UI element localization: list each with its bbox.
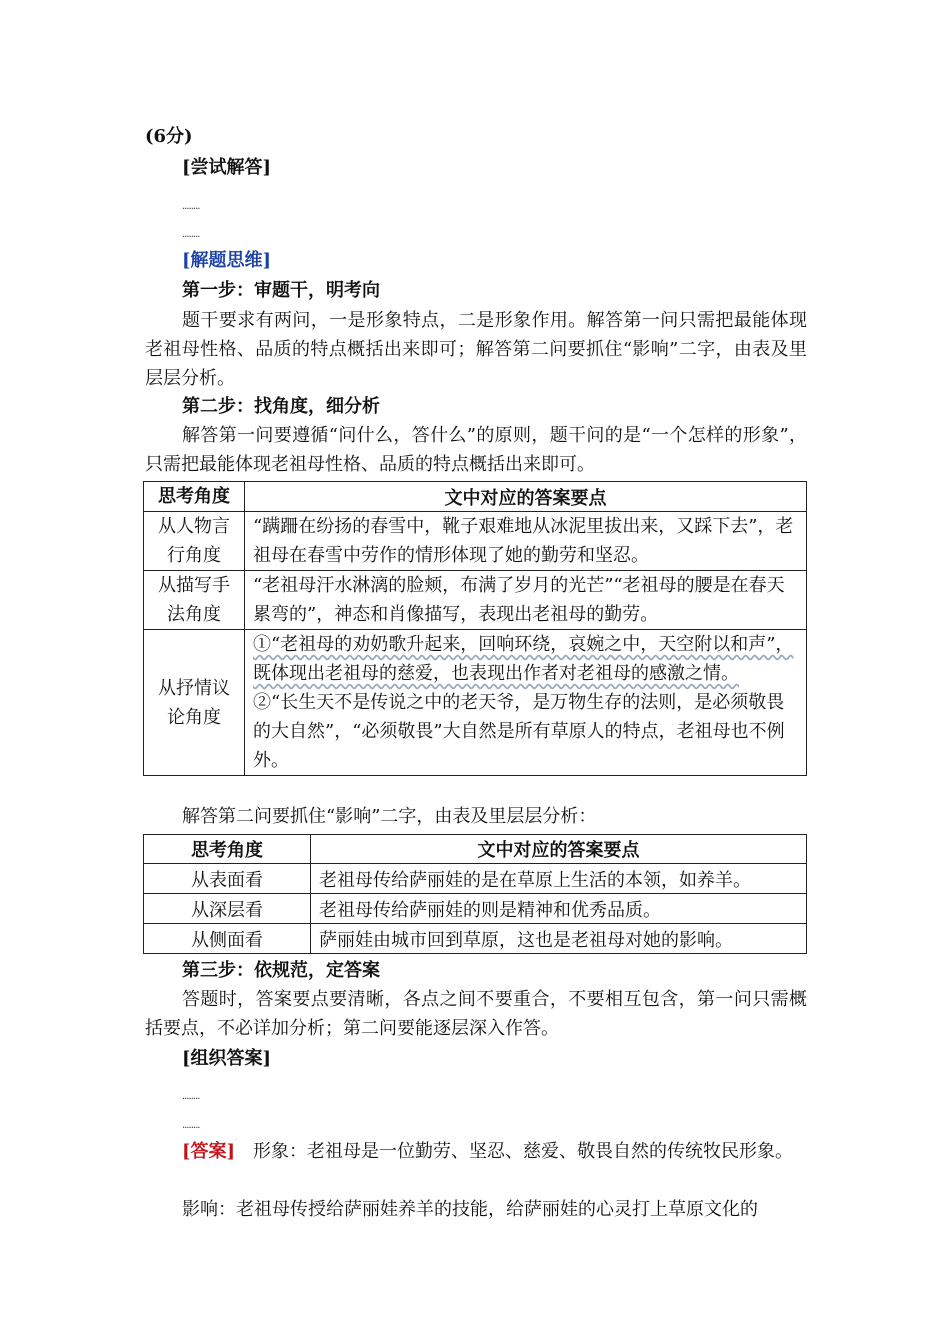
thinking-heading: [解题思维] bbox=[182, 250, 272, 271]
point-item-2: ②“长生天不是传说之中的老天爷，是万物生存的法则，是必须敬畏的大自然”，“必须敬畏”大自然是所有草原人的特点，老祖母也不例外。 bbox=[253, 692, 785, 771]
table-row bbox=[144, 864, 807, 894]
answer-blank-1: ........ bbox=[182, 201, 200, 212]
table-header-cell: 思考角度 bbox=[144, 835, 311, 864]
table-cell-point bbox=[245, 630, 807, 776]
table-header-row bbox=[144, 835, 807, 864]
table-cell-point: “蹒跚在纷扬的春雪中，靴子艰难地从冰泥里拔出来，又踩下去”，老祖母在春雪中劳作的情形体现了她的勤劳和坚忍。 bbox=[245, 512, 807, 571]
step3-title: 第三步：依规范，定答案 bbox=[182, 960, 380, 981]
table-header-cell: 思考角度 bbox=[144, 482, 245, 512]
table-cell-angle: 从抒情议论角度 bbox=[144, 630, 245, 776]
table-header-row bbox=[144, 482, 807, 512]
score-label: (6分) bbox=[145, 126, 193, 147]
answer-paragraph-2: 影响：老祖母传授给萨丽娃养羊的技能，给萨丽娃的心灵打上草原文化的 bbox=[182, 1199, 758, 1220]
table-row bbox=[144, 512, 807, 571]
try-answer-heading: [尝试解答] bbox=[182, 157, 272, 178]
step1-title: 第一步：审题干，明考向 bbox=[182, 280, 380, 301]
table-row bbox=[144, 571, 807, 630]
table-header-cell: 文中对应的答案要点 bbox=[311, 835, 807, 864]
table-header-cell: 文中对应的答案要点 bbox=[245, 482, 807, 512]
table-cell-point: “老祖母汗水淋漓的脸颊，布满了岁月的光芒”“老祖母的腰是在春天累弯的”，神态和肖像描写，表现出老祖母的勤劳。 bbox=[245, 571, 807, 630]
table-row bbox=[144, 894, 807, 924]
answer-tag: [答案] bbox=[182, 1141, 236, 1162]
answer-blank-2: ........ bbox=[182, 229, 200, 240]
table-row bbox=[144, 924, 807, 954]
table-cell-angle: 从描写手法角度 bbox=[144, 571, 245, 630]
table-cell-point: 老祖母传给萨丽娃的是在草原上生活的本领，如养羊。 bbox=[311, 864, 807, 894]
step1-text: 题干要求有两问，一是形象特点，二是形象作用。解答第一问只需把最能体现老祖母性格、品质的特点概括出来即可；解答第二问要抓住“影响”二字，由表及里层层分析。 bbox=[145, 310, 807, 389]
table-cell-point: 老祖母传给萨丽娃的则是精神和优秀品质。 bbox=[311, 894, 807, 924]
table-row bbox=[144, 630, 807, 776]
step2-title: 第二步：找角度，细分析 bbox=[182, 396, 380, 417]
organize-heading: [组织答案] bbox=[182, 1048, 272, 1069]
step2-intro: 解答第一问要遵循“问什么，答什么”的原则，题干问的是“一个怎样的形象”，只需把最能体现老祖母性格、品质的特点概括出来即可。 bbox=[145, 425, 807, 475]
answer-paragraph-1: [答案] 形象：老祖母是一位勤劳、坚忍、慈爱、敬畏自然的传统牧民形象。 bbox=[182, 1141, 794, 1162]
step3-text: 答题时，答案要点要清晰，各点之间不要重合，不要相互包含，第一问只需概括要点，不必详加分析；第二问要能逐层深入作答。 bbox=[145, 989, 807, 1039]
angle-table-2 bbox=[143, 834, 807, 954]
table-cell-angle: 从侧面看 bbox=[144, 924, 311, 954]
step2-intro2: 解答第二问要抓住“影响”二字，由表及里层层分析： bbox=[182, 806, 597, 827]
answer-blank-4: ........ bbox=[182, 1120, 200, 1131]
answer-blank-3: ........ bbox=[182, 1091, 200, 1102]
angle-table-1 bbox=[143, 481, 807, 776]
table-cell-angle: 从表面看 bbox=[144, 864, 311, 894]
table-cell-point: 萨丽娃由城市回到草原，这也是老祖母对她的影响。 bbox=[311, 924, 807, 954]
table-cell-angle: 从人物言行角度 bbox=[144, 512, 245, 571]
point-item-1: ①“老祖母的劝奶歌升起来，回响环绕，哀婉之中，天空附以和声”，既体现出老祖母的慈爱，也表现出作者对老祖母的感激之情。 bbox=[253, 634, 794, 684]
table-cell-angle: 从深层看 bbox=[144, 894, 311, 924]
